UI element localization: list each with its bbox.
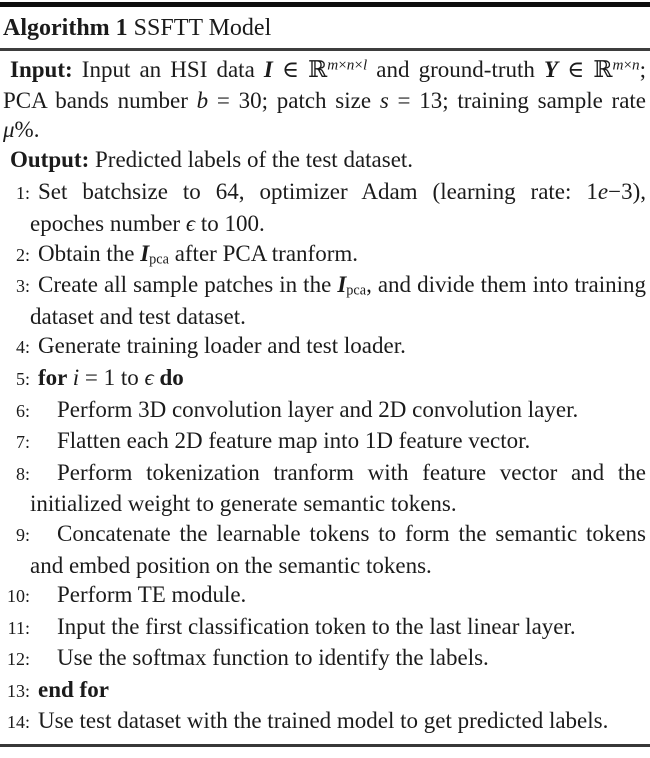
text-segment: end for <box>38 676 109 702</box>
text-segment: μ <box>3 117 15 143</box>
step-number: 1: <box>15 183 30 204</box>
text-segment: × <box>338 56 347 74</box>
text-segment: pca <box>149 251 169 268</box>
text-segment: n <box>632 56 640 74</box>
text-segment: Use the softmax function to identify the labels. <box>57 645 489 671</box>
step-number: 3: <box>15 276 30 297</box>
output-statement <box>3 145 646 175</box>
step-number: 14: <box>6 712 30 733</box>
text-segment: Concatenate the learnable tokens to form the semantic tokens and embed position on the semantic tokens. <box>30 520 646 578</box>
text-segment: Input: <box>10 57 82 82</box>
text-segment: ϵ <box>144 364 154 390</box>
text-segment: × <box>623 56 633 74</box>
text-segment: = 1 to <box>79 364 145 390</box>
text-segment: ℝ <box>308 57 328 83</box>
step-number: 5: <box>15 368 30 389</box>
algorithm-caption-title: SSFTT Model <box>127 15 272 41</box>
text-segment: m <box>327 56 339 74</box>
text-segment: Predicted labels of the test dataset. <box>95 146 414 172</box>
algorithm-step-10 <box>3 580 646 612</box>
text-segment: l <box>362 56 368 74</box>
text-segment: pca <box>346 282 367 299</box>
text-segment: ; PCA bands number <box>3 57 646 113</box>
text-segment: Perform 3D convolution layer and 2D convolution layer. <box>57 396 579 422</box>
algorithm-step-2 <box>3 239 646 271</box>
text-segment: Create all sample patches in the <box>38 272 338 298</box>
text-segment: Use test dataset with the trained model to get predicted labels. <box>38 708 609 734</box>
text-segment: × <box>354 56 363 74</box>
text-segment: Flatten each 2D feature map into 1D feature vector. <box>57 428 531 454</box>
step-number: 9: <box>15 524 30 545</box>
text-segment: I <box>263 57 273 82</box>
algorithm-step-8 <box>3 458 646 519</box>
step-number: 10: <box>6 586 30 607</box>
text-segment: Perform tokenization tranform with feature vector and the initialized weight to generate semantic tokens. <box>30 459 646 517</box>
text-segment: b <box>196 87 209 113</box>
algorithm-step-6 <box>3 395 646 427</box>
text-segment: i <box>72 364 80 390</box>
algorithm-body <box>0 51 650 738</box>
step-number: 12: <box>6 649 30 670</box>
text-segment: to 100. <box>195 210 265 236</box>
text-segment: %. <box>14 117 40 143</box>
algorithm-step-5 <box>3 363 646 395</box>
text-segment: Generate training loader and test loader. <box>38 333 406 359</box>
text-segment: I <box>337 272 347 298</box>
step-number: 7: <box>15 432 30 453</box>
algorithm-step-4 <box>3 331 646 363</box>
text-segment: Y <box>544 57 559 82</box>
text-segment: Input an HSI data <box>81 57 264 82</box>
step-number: 11: <box>7 617 30 638</box>
text-segment: after PCA tranform. <box>168 240 359 266</box>
algorithm-step-9 <box>3 519 646 580</box>
algorithm-step-13 <box>3 675 646 707</box>
text-segment: = 30; patch size <box>208 87 380 113</box>
text-segment: I <box>140 240 150 266</box>
text-segment: and ground-truth <box>367 57 545 82</box>
text-segment: e <box>597 179 609 205</box>
text-segment: −3), epoches number <box>30 179 646 236</box>
algorithm-step-7 <box>3 426 646 458</box>
step-number: 13: <box>6 680 30 701</box>
algorithm-step-12 <box>3 643 646 675</box>
text-segment: , and divide them into training dataset and test dataset. <box>30 272 646 329</box>
algorithm-caption <box>0 7 650 48</box>
text-segment: ϵ <box>185 210 196 236</box>
text-segment: s <box>379 87 389 113</box>
bottom-rule <box>0 744 650 747</box>
text-segment: Input the first classification token to the last linear layer. <box>57 613 576 639</box>
step-number: 2: <box>15 244 30 265</box>
algorithm-step-1 <box>3 177 646 238</box>
input-statement <box>3 55 646 145</box>
text-segment: = 13; training sample rate <box>388 87 647 113</box>
algorithm-step-11 <box>3 612 646 644</box>
text-segment: for <box>38 364 73 390</box>
text-segment: ℝ <box>593 57 613 83</box>
algorithm-step-3 <box>3 270 646 331</box>
text-segment: Output: <box>10 146 95 172</box>
step-number: 8: <box>15 463 30 484</box>
text-segment: m <box>612 56 624 74</box>
text-segment: Perform TE module. <box>57 582 247 608</box>
step-number: 4: <box>15 337 30 358</box>
text-segment: do <box>159 364 184 390</box>
algorithm-step-14 <box>3 706 646 738</box>
text-segment: Set batchsize to 64, optimizer Adam (learning rate: 1 <box>38 179 598 205</box>
step-number: 6: <box>15 400 30 421</box>
text-segment: Obtain the <box>38 240 141 266</box>
algorithm-steps <box>3 177 646 738</box>
text-segment: n <box>346 56 355 74</box>
algorithm-caption-label: Algorithm 1 <box>3 15 128 41</box>
text-segment: ∈ <box>272 57 309 82</box>
text-segment: ∈ <box>558 57 594 82</box>
